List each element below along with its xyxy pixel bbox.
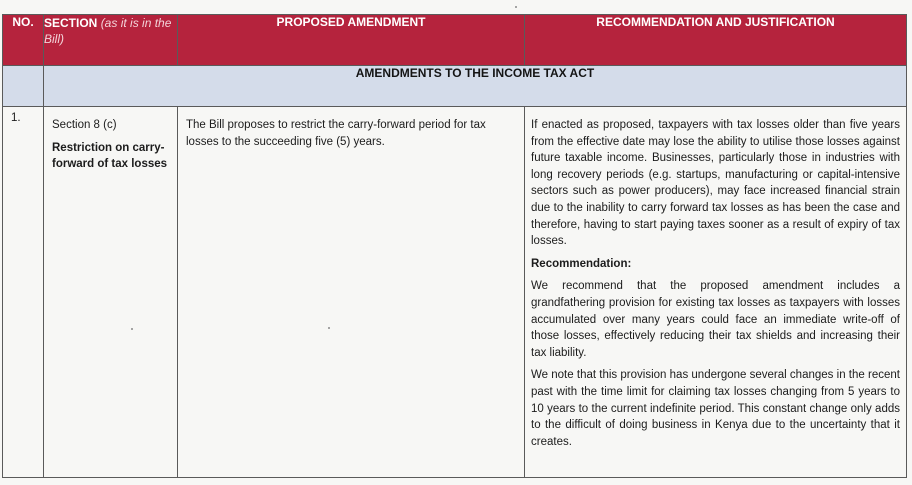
scan-speck [515,6,517,8]
row-number: 1. [3,107,44,478]
section-band-row [3,66,907,107]
scan-speck [328,327,330,329]
band-title: AMENDMENTS TO THE INCOME TAX ACT [44,66,907,107]
header-section [44,15,178,66]
recommendation-paragraph-1: We recommend that the proposed amendment includes a grandfathering provision for existing tax losses as taxpayers with losses accumulated over many years could face an immediate write-off of those losses, effectively reducing their tax shields and increasing their tax liability. [531,280,900,359]
justification-text: If enacted as proposed, taxpayers with tax losses older than five years from the effective date may lose the ability to utilise those losses against future taxable income. Businesses, particularly those in industries with long recovery periods (e.g. startups, manufacturing or capital-intensive sectors such as power producers), may face increased financial strain due to the inability to carry forward tax losses as has been the case and therefore, having to start paying taxes sooner as a result of expiry of tax losses. [531,119,900,248]
header-row [3,15,907,66]
row-section-cell [44,107,178,478]
table-row [3,107,907,478]
header-no: NO. [3,15,44,66]
recommendation-heading: Recommendation: [531,257,632,270]
amendments-table [2,14,907,478]
header-proposed: PROPOSED AMENDMENT [178,15,525,66]
header-recommendation: RECOMMENDATION AND JUSTIFICATION [525,15,907,66]
row-recommendation-cell [525,107,907,478]
header-section-note: (as it is in the Bill) [44,16,172,46]
band-empty-cell [3,66,44,107]
row-proposed-cell [178,107,525,478]
scan-speck [131,328,133,330]
recommendation-paragraph-2: We note that this provision has undergone several changes in the recent past with the time limit for claiming tax losses changing from 5 years to 10 years to the current indefinite period. This constant change only adds to the difficult of doing business in Kenya due to the uncertainty that it creates. [531,369,900,448]
proposed-amendment-text: The Bill proposes to restrict the carry-forward period for tax losses to the succeeding five (5) years. [186,119,486,148]
section-title: Restriction on carry-forward of tax losses [52,141,168,171]
header-section-label: SECTION [44,16,98,30]
section-reference: Section 8 (c) [52,119,117,131]
